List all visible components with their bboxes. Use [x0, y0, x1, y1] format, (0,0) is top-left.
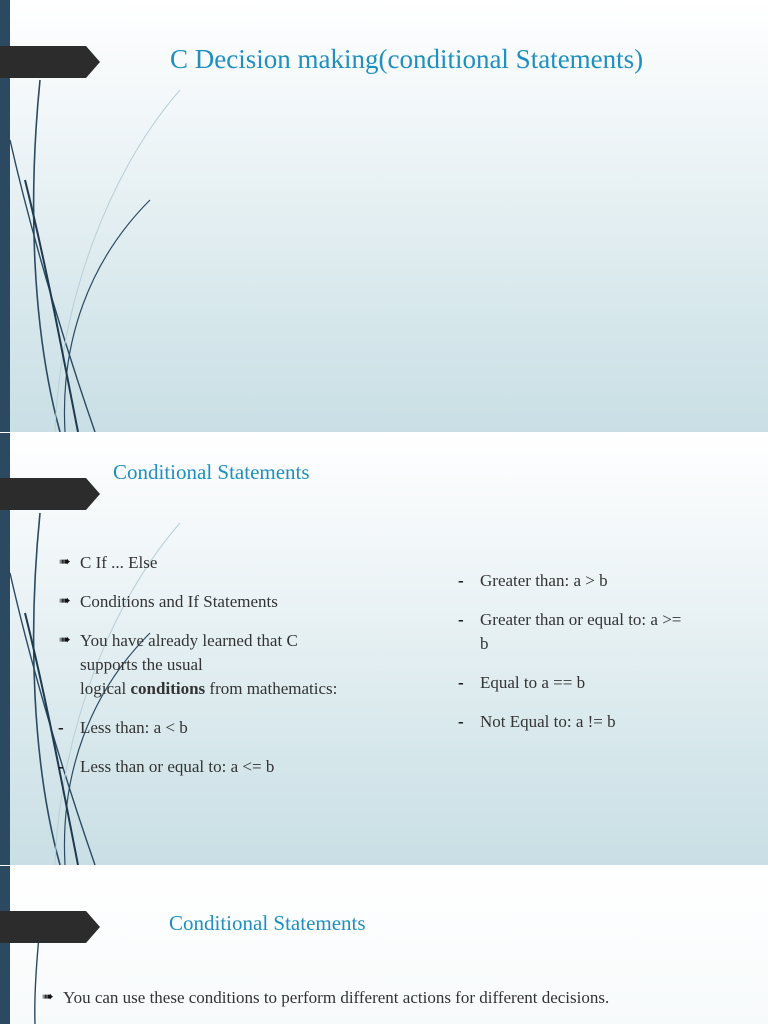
- bullet-list: [42, 986, 763, 1024]
- list-item: [458, 608, 740, 656]
- intro-line-2: supports the usual: [80, 655, 203, 674]
- title-arrow-tab: [0, 46, 100, 78]
- arrow-bullet-icon: ➠: [42, 990, 54, 1005]
- list-item: [458, 671, 740, 695]
- bullet-text: Less than: a < b: [80, 718, 188, 737]
- list-item: [58, 716, 400, 740]
- dash-bullet: -: [458, 712, 464, 731]
- dash-bullet: -: [458, 571, 464, 590]
- bullet-text-continuation: b: [480, 634, 489, 653]
- bullet-text: Not Equal to: a != b: [480, 712, 616, 731]
- intro-line-3-prefix: logical: [80, 679, 131, 698]
- list-item: [42, 986, 763, 1010]
- intro-line-1: You have already learned that C: [80, 631, 298, 650]
- list-item: [458, 710, 740, 734]
- bullet-text: Greater than: a > b: [480, 571, 608, 590]
- title-arrow-tab: [0, 911, 100, 943]
- list-item: [59, 551, 400, 575]
- arrow-bullet-icon: ➠: [59, 633, 71, 648]
- arrow-bullet-icon: ➠: [59, 594, 71, 609]
- list-item: [458, 569, 740, 593]
- slide-title: C Decision making(conditional Statements): [170, 44, 644, 74]
- dash-bullet: -: [58, 757, 64, 776]
- bullet-text: Greater than or equal to: a >=: [480, 610, 682, 629]
- intro-line-3-suffix: from mathematics:: [205, 679, 338, 698]
- slide-2: [0, 433, 768, 865]
- bullet-text: Equal to a == b: [480, 673, 586, 692]
- list-item: [59, 590, 400, 614]
- bullet-text: Conditions and If Statements: [80, 592, 278, 611]
- slide-title: Conditional Statements: [113, 460, 310, 484]
- intro-line-3-bold: conditions: [130, 679, 206, 698]
- dash-bullet: -: [458, 673, 464, 692]
- bullet-text: You can use these conditions to perform different actions for different decisions.: [63, 988, 610, 1007]
- list-item: [59, 629, 400, 701]
- bullet-text: C If ... Else: [80, 553, 158, 572]
- right-bullet-list: [458, 569, 740, 749]
- list-item: [58, 755, 400, 779]
- arrow-bullet-icon: ➠: [59, 555, 71, 570]
- dash-bullet: -: [458, 610, 464, 629]
- left-bullet-list: [58, 551, 400, 794]
- slide-1: [0, 0, 768, 432]
- slide-3: [0, 866, 768, 1024]
- slide-title: Conditional Statements: [169, 911, 366, 935]
- dash-bullet: -: [58, 718, 64, 737]
- title-arrow-tab: [0, 478, 100, 510]
- bullet-text: Less than or equal to: a <= b: [80, 757, 275, 776]
